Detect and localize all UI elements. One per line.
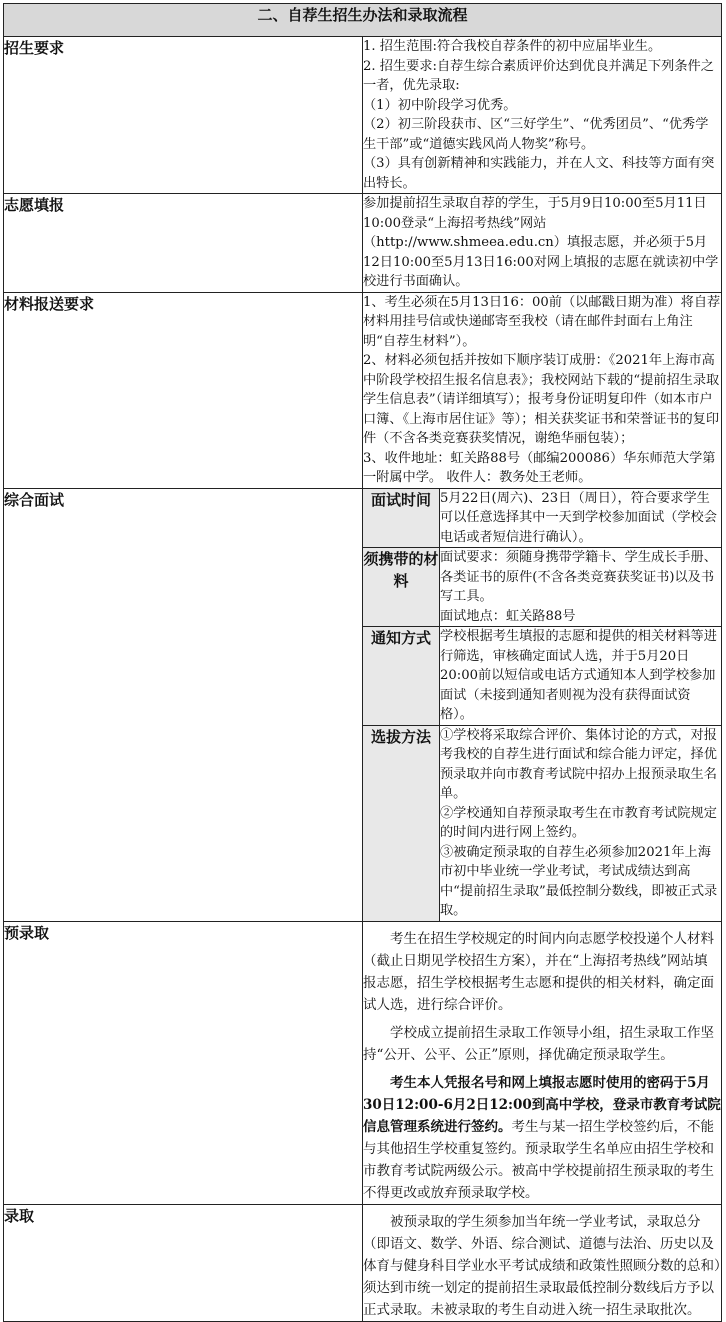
interview-sublabel-notify: 通知方式 [363,627,440,726]
admission-para: 被预录取的学生须参加当年统一学业考试，录取总分（即语文、数学、外语、综合测试、道德与法治、历史以及体育与健身科目学业水平考试成绩和政策性照顾分数的总和）须达到市统一划定的提前招生录取最低控制分数线后方予以正式录取。未被录取的考生自动进入统一招生录取批次。 [363,1213,721,1318]
interview-sublabel-selection: 选拔方法 [363,725,440,921]
row-label-recruit: 招生要求 [4,37,363,194]
interview-time-line: 5月22日(周六)、23日（周日），符合要求学生可以任意选择其中一天到学校参加面试（学校会电话或者短信进行确认）。 [440,490,717,545]
row-label-admission: 录取 [4,1204,363,1321]
materials-line: 1、考生必须在5月13日16：00前（以邮戳日期为准）将自荐材料用挂号信或快递邮寄至我校（请在邮件封面右上角注明“自荐生材料”）。 [363,294,721,349]
row-label-materials: 材料报送要求 [4,292,363,488]
interview-notify-content [440,627,722,726]
row-label-application: 志愿填报 [4,194,363,293]
materials-content [363,292,722,488]
recruit-line: （3）具有创新精神和实践能力，并在人文、科技等方面有突出特长。 [363,156,715,191]
section-title: 二、自荐生招生办法和录取流程 [4,4,722,37]
section-title-row [4,4,722,37]
interview-notify-line: 学校根据考生填报的志愿和提供的相关材料等进行筛选，审核确定面试人选，并于5月20日20:00前以短信或电话方式通知本人到学校参加面试（未接到通知者则视为没有获得面试资格）。 [440,629,717,722]
application-text: 参加提前招生录取自荐的学生，于5月9日10:00至5月11日10:00登录“上海招考热线”网站（http://www.shmeea.edu.cn）填报志愿，并必须于5月12日10:00至5月13日16:00对网上填报的志愿在就读初中学校进行书面确认。 [363,196,719,289]
recruit-line: 2. 招生要求:自荐生综合素质评价达到优良并满足下列条件之一者，优先录取: [363,58,714,93]
recruit-line: 1. 招生范围:符合我校自荐条件的初中应届毕业生。 [363,39,662,54]
recruit-line: （2）初三阶段获市、区“三好学生”、“优秀团员”、“优秀学生干部”或“道德实践风尚人物奖”称号。 [363,117,709,152]
interview-sublabel-time: 面试时间 [363,489,440,548]
recruit-line: （1）初中阶段学习优秀。 [363,97,517,113]
recruit-content [363,37,722,194]
row-label-pre-admission: 预录取 [4,921,363,1204]
interview-selection-line: ①学校将采取综合评价、集体讨论的方式，对报考我校的自荐生进行面试和综合能力评定，择优预录取并向市教育考试院中招办上报预录取生名单。 [440,727,717,801]
interview-subrow [363,489,721,548]
row-admission [4,1204,722,1321]
admission-content [363,1204,722,1321]
signing-notice-bold: 考生本人凭报名号和网上填报志愿时使用的密码于5月30日12:00-6月2日12:00到高中学校，登录市教育考试院信息管理系统进行签约。 [363,1074,721,1135]
pre-admission-para: 考生在招生学校规定的时间内向志愿学校投递个人材料（截止日期见学校招生方案），并在“上海招考热线”网站填报志愿，招生学校根据考生志愿和提供的相关材料，确定面试人选，进行综合评价。 [363,930,714,1013]
interview-subrow [363,548,721,627]
pre-admission-para: 学校成立提前招生录取工作领导小组，招生录取工作坚持“公开、公平、公正”原则，择优确定预录取学生。 [363,1024,714,1063]
row-pre-admission [4,921,722,1204]
row-materials [4,292,722,488]
materials-line: 2、材料必须包括并按如下顺序装订成册：《2021年上海市高中阶段学校招生报名信息表》；我校网站下载的“提前招生录取学生信息表”（请详细填写）；报考身份证明复印件（如本市户口簿、《上海市居住证》等）；相关获奖证书和荣誉证书的复印件（不含各类竞赛获奖情况，谢绝华丽包装）； [363,353,720,446]
application-content [363,194,722,293]
row-application [4,194,722,293]
interview-sublabel-materials: 须携带的材料 [363,548,440,627]
signing-notice-rest: 考生与某一招生学校签约后，不能与其他招生学校重复签约。预录取学生名单应由招生学校和市教育考试院两级公示。被高中学校提前招生预录取的考生不得更改或放弃预录取学校。 [363,1118,714,1201]
interview-subtable-cell [363,488,722,921]
row-label-interview: 综合面试 [4,488,363,921]
interview-location-line: 面试地点：虹关路88号 [440,608,576,624]
interview-subrow [363,627,721,726]
interview-time-content [440,489,722,548]
interview-materials-content [440,548,722,627]
interview-subrow [363,725,721,921]
pre-admission-content [363,921,722,1204]
row-interview [4,488,722,921]
materials-line: 3、收件地址：虹关路88号（邮编200086）华东师范大学第一附属中学。 收件人：教务处王老师。 [363,450,716,485]
interview-selection-content [440,725,722,921]
interview-selection-line: ③被确定预录取的自荐生必须参加2021年上海市初中毕业统一学业考试，考试成绩达到高中“提前招生录取”最低控制分数线，即被正式录取。 [440,844,718,918]
row-recruit [4,37,722,194]
interview-materials-line: 面试要求：须随身携带学籍卡、学生成长手册、各类证书的原件(不含各类竞赛获奖证书)以及书写工具。 [440,550,717,604]
pre-admission-para [363,1072,721,1204]
admission-table [3,3,722,1322]
interview-subtable [363,489,721,921]
interview-selection-line: ②学校通知自荐预录取考生在市教育考试院规定的时间内进行网上签约。 [440,805,717,840]
